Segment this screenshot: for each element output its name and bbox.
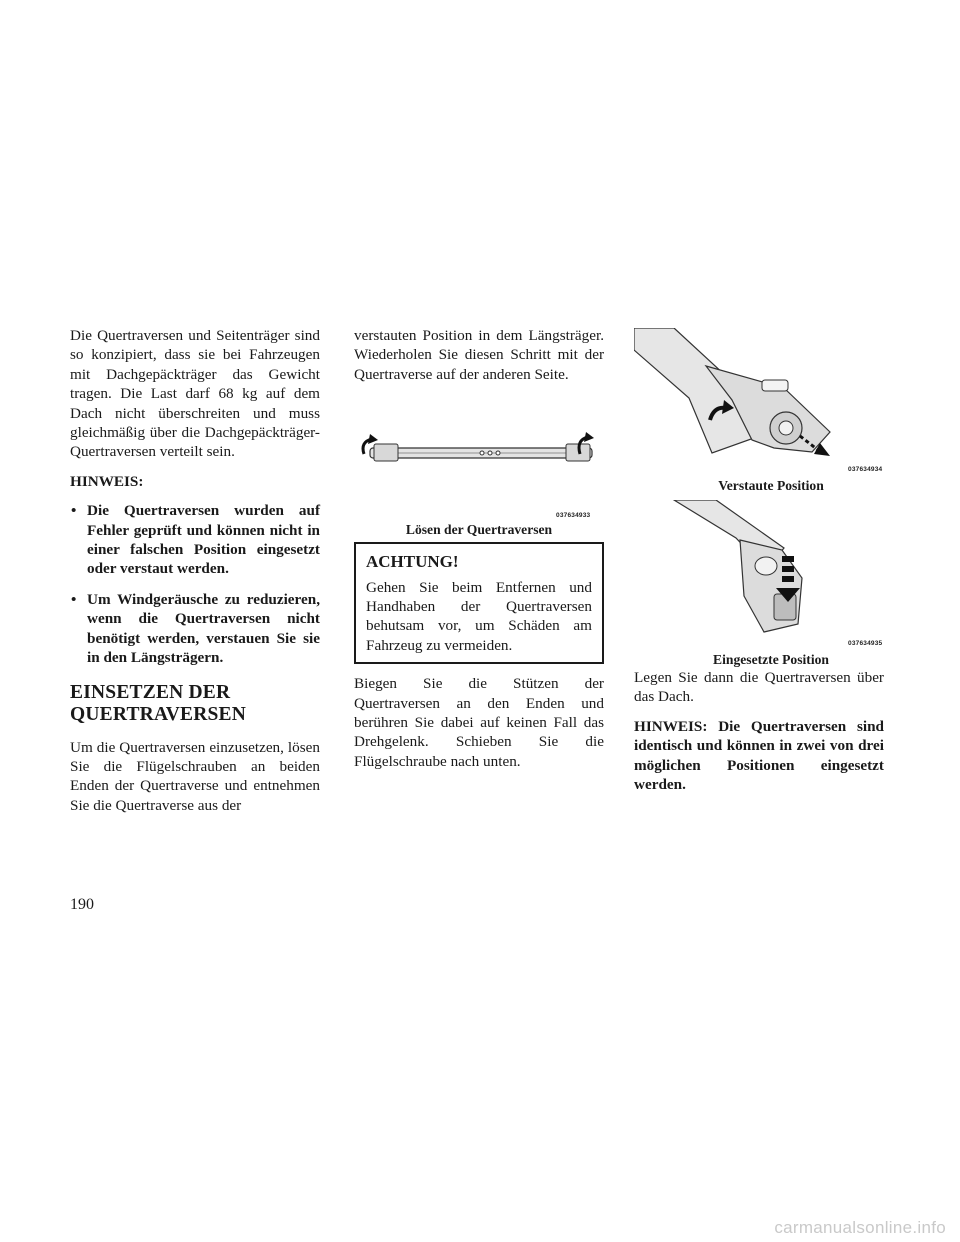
- column-left: [70, 326, 320, 825]
- figure-caption: Verstaute Position: [718, 478, 824, 493]
- installed-figure: [634, 500, 884, 668]
- column-middle: [354, 326, 604, 781]
- warning-title: ACHTUNG!: [366, 552, 459, 572]
- figure-caption: Lösen der Quertraversen: [405, 522, 553, 538]
- intro-paragraph: Die Quertraversen und Seitenträger sind so konzipiert, dass sie bei Fahrzeugen mit Dachgepäckträger das Gewicht tragen. Die Last darf 68 kg auf dem Dach nicht überschreiten und muss gleichmäßig über die Dachgepäckträger-Quertraversen verteilt sein.: [70, 327, 320, 461]
- crossbar-illustration: [354, 424, 604, 494]
- watermark: carmanualsonline.info: [774, 1218, 946, 1237]
- note-label: HINWEIS:: [70, 472, 144, 490]
- note-item: • Um Windgeräusche zu reduzieren, wenn die Quertraversen nicht benötigt werden, verstauen Sie sie in den Längsträgern.: [70, 590, 320, 668]
- figure-caption: Eingesetzte Position: [713, 652, 829, 667]
- figure-code: 037634933: [556, 512, 591, 520]
- support-paragraph: Biegen Sie die Stützen der Quertraversen an den Enden und berühren Sie dabei auf keinen Fall das Drehgelenk. Schieben Sie die Flügelschraube nach unten.: [354, 675, 604, 770]
- stowed-position-illustration: [634, 328, 884, 463]
- warning-text: Gehen Sie beim Entfernen und Handhaben der Quertraversen behutsam vor, um Schäden am Fahrzeug zu vermeiden.: [366, 578, 592, 654]
- crossbar-figure: [354, 424, 604, 538]
- warning-box: [354, 542, 604, 664]
- installed-position-illustration: [634, 500, 884, 638]
- note-item: • Die Quertraversen wurden auf Fehler geprüft und können nicht in einer falschen Position eingesetzt oder verstaut werden.: [70, 501, 320, 579]
- section-heading: EINSETZEN DER QUERTRAVERSEN: [70, 681, 247, 725]
- stowed-figure: [634, 328, 884, 494]
- continuation-paragraph: verstauten Position in dem Längsträger. Wiederholen Sie diesen Schritt mit der Quertraverse auf der anderen Seite.: [354, 327, 604, 383]
- note-paragraph: HINWEIS: Die Quertraversen sind identisch und können in zwei von drei möglichen Positionen eingesetzt werden.: [634, 717, 884, 794]
- column-right: [634, 328, 884, 804]
- install-paragraph: Um die Quertraversen einzusetzen, lösen Sie die Flügelschrauben an beiden Enden der Quertraverse und entnehmen Sie die Quertraverse aus der: [70, 738, 320, 814]
- page-number: 190: [70, 896, 94, 913]
- figure-code: 037634935: [848, 640, 883, 647]
- note-list: [70, 501, 320, 667]
- figure-code: 037634934: [848, 466, 883, 473]
- roof-paragraph: Legen Sie dann die Quertraversen über das Dach.: [634, 669, 884, 706]
